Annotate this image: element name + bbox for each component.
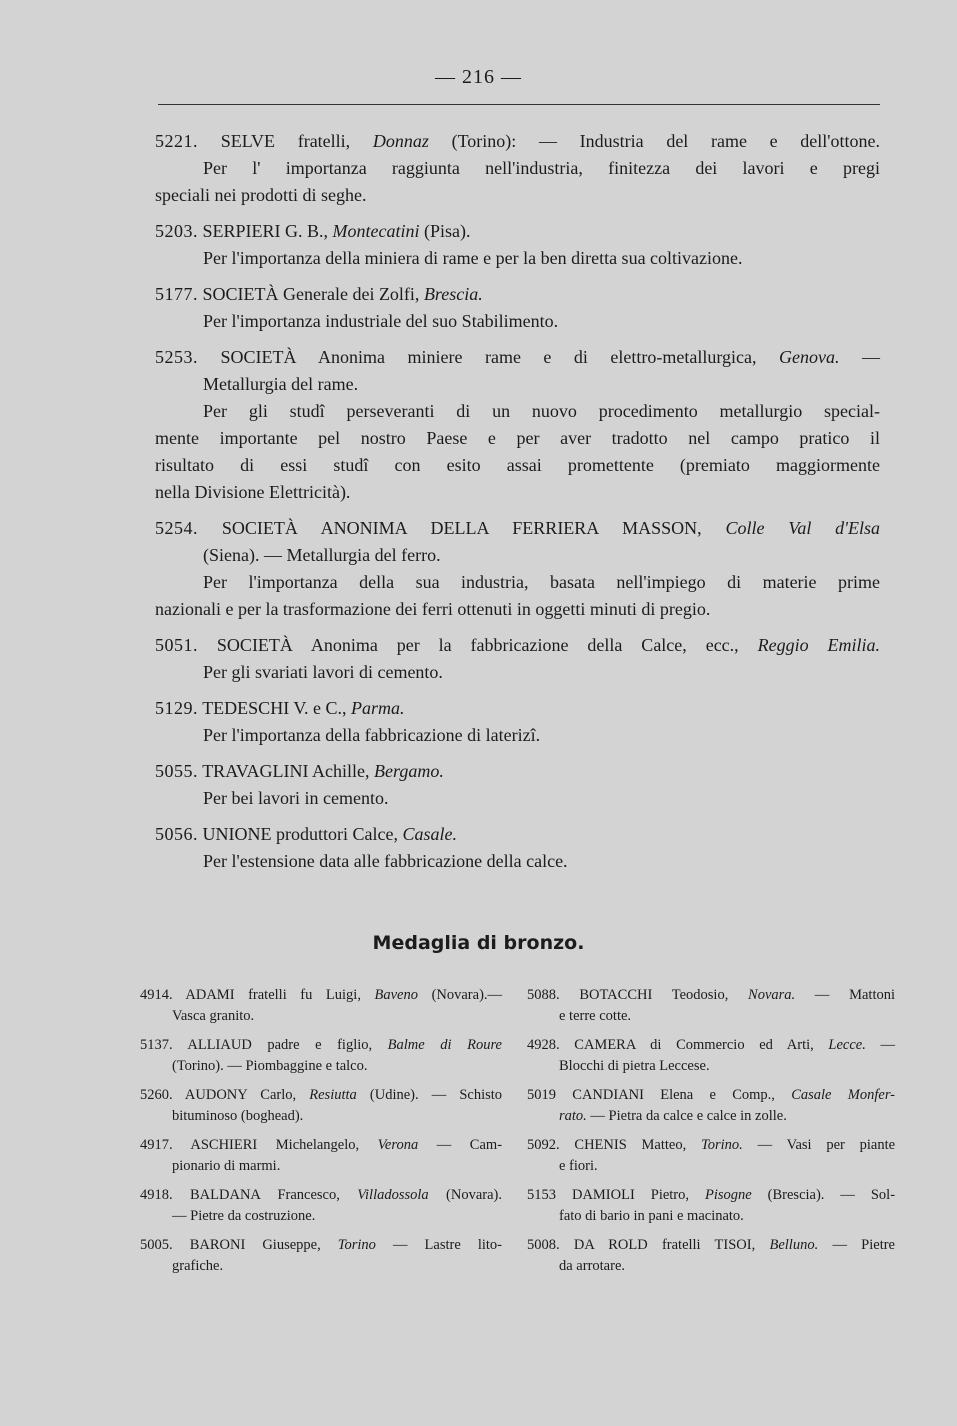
- entry-number: 5051.: [155, 635, 198, 655]
- bronze-entry-number: 5137.: [140, 1037, 173, 1053]
- bronze-entry-number: 4918.: [140, 1187, 173, 1203]
- bronze-entry-name: AUDONY Carlo,: [184, 1087, 297, 1103]
- page-number: — 216 —: [435, 66, 522, 88]
- bronze-entry-tail: (Novara).: [446, 1187, 503, 1203]
- entry-name: SELVE fratelli,: [220, 131, 351, 151]
- bronze-entry-desc: (Torino). — Piombaggine e talco.: [172, 1058, 368, 1074]
- entry-5051: [155, 632, 880, 686]
- bronze-entry-number: 5019: [527, 1087, 556, 1103]
- bronze-entry-number: 5008.: [527, 1237, 560, 1253]
- bronze-entry-desc: Vasca granito.: [172, 1008, 255, 1024]
- entry-name: SERPIERI G. B.,: [202, 221, 329, 241]
- bronze-entry-desc: da arrotare.: [559, 1258, 626, 1274]
- entry-text-line: speciali nei prodotti di seghe.: [155, 185, 367, 205]
- entry-5056: [155, 821, 880, 875]
- entry-number: 5203.: [155, 221, 198, 241]
- entry-5254: [155, 515, 880, 623]
- bronze-entry-heading: [140, 985, 502, 1006]
- bronze-entry-number: 5092.: [527, 1137, 560, 1153]
- bronze-entry-place-cont: rato.: [559, 1108, 587, 1124]
- entry-text-line: Per l'importanza della sua industria, basata nell'impiego di materie prime: [203, 572, 880, 592]
- bronze-entry-number: 5088.: [527, 987, 560, 1003]
- entry-5253: [155, 344, 880, 506]
- bronze-entry-heading: [527, 1085, 895, 1106]
- bronze-entry-desc: e fiori.: [559, 1158, 598, 1174]
- bronze-entry-tail: — Mattoni: [814, 987, 896, 1003]
- bronze-entry-number: 4917.: [140, 1137, 173, 1153]
- entry-heading: [155, 281, 880, 308]
- entry-text-line: Per gli studî perseveranti di un nuovo procedimento metallurgio special-: [203, 401, 880, 421]
- entry-text-line: Per gli svariati lavori di cemento.: [203, 662, 443, 682]
- bronze-entry-tail: — Lastre lito-: [393, 1237, 503, 1253]
- main-entries: [155, 128, 880, 884]
- bronze-entry-tail: — Cam-: [436, 1137, 503, 1153]
- bronze-entry-number: 4914.: [140, 987, 173, 1003]
- bronze-entry-heading: [140, 1135, 502, 1156]
- entry-text-line: Per l'importanza della miniera di rame e per la ben diretta sua coltivazione.: [203, 248, 743, 268]
- bronze-entry-name: CAMERA di Commercio ed Arti,: [574, 1037, 814, 1053]
- entry-heading: [155, 344, 880, 371]
- entry-place: Donnaz: [372, 131, 429, 151]
- bronze-entry-tail: (Udine). — Schisto: [369, 1087, 503, 1103]
- entry-place: Bergamo.: [374, 761, 444, 781]
- bronze-entry: [140, 1035, 502, 1077]
- entry-place: Colle Val d'Elsa: [725, 518, 880, 538]
- entry-5221: [155, 128, 880, 209]
- entry-heading-tail: (Pisa).: [424, 221, 471, 241]
- bronze-entry: [140, 985, 502, 1027]
- bronze-entry-place: Casale Monfer-: [791, 1087, 895, 1103]
- entry-name: SOCIETÀ Anonima miniere rame e di elettro-metallurgica,: [220, 347, 757, 367]
- entry-5055: [155, 758, 880, 812]
- bronze-entry-name: DA ROLD fratelli TISOI,: [573, 1237, 756, 1253]
- bronze-entry-place: Pisogne: [704, 1187, 752, 1203]
- bronze-entry-place: Villadossola: [357, 1187, 429, 1203]
- bronze-entry: [140, 1185, 502, 1227]
- bronze-entry-name: ALLIAUD padre e figlio,: [187, 1037, 373, 1053]
- entry-text-line: Per l' importanza raggiunta nell'industria, finitezza dei lavori e pregi: [203, 158, 880, 178]
- entry-5203: [155, 218, 880, 272]
- entry-name: UNIONE produttori Calce,: [202, 824, 398, 844]
- bronze-entry-name: BARONI Giuseppe,: [189, 1237, 321, 1253]
- bronze-entry: [527, 1185, 895, 1227]
- bronze-entry-name: CANDIANI Elena e Comp.,: [572, 1087, 775, 1103]
- bronze-entry-heading: [140, 1085, 502, 1106]
- entry-place: Casale.: [402, 824, 457, 844]
- bronze-entry-name: ADAMI fratelli fu Luigi,: [185, 987, 361, 1003]
- bronze-entry-place: Novara.: [748, 987, 796, 1003]
- bronze-entry-name: DAMIOLI Pietro,: [571, 1187, 690, 1203]
- bronze-entry-heading: [140, 1235, 502, 1256]
- entry-text-line: Per bei lavori in cemento.: [203, 788, 389, 808]
- bronze-entry-place: Resiutta: [309, 1087, 357, 1103]
- bronze-entry-heading: [140, 1035, 502, 1056]
- entry-number: 5056.: [155, 824, 198, 844]
- entry-heading-tail: —: [862, 347, 880, 367]
- bronze-entry-number: 4928.: [527, 1037, 560, 1053]
- entry-name: SOCIETÀ Generale dei Zolfi,: [202, 284, 420, 304]
- bronze-entry: [527, 985, 895, 1027]
- bronze-entry-tail: (Novara).—: [431, 987, 503, 1003]
- bronze-entry-tail: — Pietre: [832, 1237, 895, 1253]
- bronze-entry-heading: [527, 1235, 895, 1256]
- bronze-entry-place: Belluno.: [769, 1237, 819, 1253]
- bronze-entry-name: BOTACCHI Teodosio,: [579, 987, 729, 1003]
- entry-heading: [155, 695, 880, 722]
- entry-5129: [155, 695, 880, 749]
- bronze-entry: [140, 1235, 502, 1277]
- bronze-entry-number: 5260.: [140, 1087, 173, 1103]
- entry-text-line: nazionali e per la trasformazione dei ferri ottenuti in oggetti minuti di pregio.: [155, 599, 711, 619]
- entry-number: 5221.: [155, 131, 198, 151]
- bronze-entry-desc: pionario di marmi.: [172, 1158, 281, 1174]
- entry-heading: [155, 218, 880, 245]
- entry-text-line: Per l'estensione data alle fabbricazione della calce.: [203, 851, 568, 871]
- entry-name: SOCIETÀ Anonima per la fabbricazione della Calce, ecc.,: [216, 635, 739, 655]
- bronze-entry-tail: (Brescia). — Sol-: [767, 1187, 896, 1203]
- bronze-entry-place: Lecce.: [828, 1037, 866, 1053]
- entry-place: Reggio Emilia.: [757, 635, 880, 655]
- bronze-entry-desc: fato di bario in pani e macinato.: [559, 1208, 744, 1224]
- entry-heading: [155, 515, 880, 542]
- entry-name: SOCIETÀ ANONIMA DELLA FERRIERA MASSON,: [221, 518, 702, 538]
- bronze-entry-number: 5005.: [140, 1237, 173, 1253]
- entry-heading: [155, 128, 880, 155]
- bronze-entry-desc: — Pietre da costruzione.: [172, 1208, 316, 1224]
- bronze-entry: [527, 1235, 895, 1277]
- bronze-entry-place: Balme di Roure: [387, 1037, 502, 1053]
- entry-number: 5254.: [155, 518, 198, 538]
- entry-heading: [155, 632, 880, 659]
- bronze-entry-desc: [527, 1106, 895, 1127]
- entry-text-line: Per l'importanza industriale del suo Stabilimento.: [203, 311, 559, 331]
- bronze-entry-desc: Blocchi di pietra Leccese.: [559, 1058, 710, 1074]
- entry-5177: [155, 281, 880, 335]
- entry-name: TRAVAGLINI Achille,: [202, 761, 370, 781]
- entry-heading: [155, 821, 880, 848]
- bronze-column-left: [140, 985, 502, 1285]
- bronze-entry-heading: [527, 1135, 895, 1156]
- bronze-entry-heading: [527, 985, 895, 1006]
- bronze-entry: [140, 1135, 502, 1177]
- bronze-entry-desc: grafiche.: [172, 1258, 224, 1274]
- entry-place: Parma.: [351, 698, 405, 718]
- header-rule: [158, 104, 880, 105]
- entry-number: 5177.: [155, 284, 198, 304]
- bronze-entry-place: Torino.: [701, 1137, 743, 1153]
- bronze-entry-tail: — Vasi per piante: [757, 1137, 896, 1153]
- entry-number: 5129.: [155, 698, 198, 718]
- bronze-entry-desc: e terre cotte.: [559, 1008, 632, 1024]
- entry-heading: [155, 758, 880, 785]
- entry-text-line: risultato di essi studî con esito assai promettente (premiato maggiormente: [155, 455, 880, 475]
- entry-place: Brescia.: [423, 284, 483, 304]
- entry-name: TEDESCHI V. e C.,: [202, 698, 347, 718]
- bronze-entry-heading: [140, 1185, 502, 1206]
- bronze-entry-tail: —: [880, 1037, 895, 1053]
- bronze-entry-place: Verona: [377, 1137, 419, 1153]
- entry-text-line: mente importante pel nostro Paese e per aver tradotto nel campo pratico il: [155, 428, 880, 448]
- bronze-entry-desc: bituminoso (boghead).: [172, 1108, 304, 1124]
- entry-continuation: (Siena). — Metallurgia del ferro.: [203, 545, 441, 565]
- entry-place: Montecatini: [332, 221, 420, 241]
- entry-number: 5055.: [155, 761, 198, 781]
- bronze-column-right: [527, 985, 895, 1285]
- entry-continuation: Metallurgia del rame.: [203, 374, 359, 394]
- bronze-entry-name: CHENIS Matteo,: [574, 1137, 687, 1153]
- bronze-entry-place: Torino: [337, 1237, 376, 1253]
- bronze-entry-heading: [527, 1035, 895, 1056]
- section-title: Medaglia di bronzo.: [372, 932, 585, 954]
- bronze-entry-number: 5153: [527, 1187, 556, 1203]
- bronze-entry: [527, 1135, 895, 1177]
- bronze-entry: [527, 1085, 895, 1127]
- entry-text-line: Per l'importanza della fabbricazione di laterizî.: [203, 725, 541, 745]
- entry-heading-tail: (Torino): — Industria del rame e dell'ottone.: [451, 131, 881, 151]
- entry-place: Genova.: [779, 347, 840, 367]
- bronze-entry-name: ASCHIERI Michelangelo,: [190, 1137, 360, 1153]
- bronze-entry: [527, 1035, 895, 1077]
- entry-text-line: nella Divisione Elettricità).: [155, 482, 351, 502]
- bronze-entry-heading: [527, 1185, 895, 1206]
- bronze-entry: [140, 1085, 502, 1127]
- bronze-entry-place: Baveno: [374, 987, 418, 1003]
- bronze-entry-desc-text: — Pietra da calce e calce in zolle.: [590, 1108, 787, 1124]
- bronze-entry-name: BALDANA Francesco,: [190, 1187, 340, 1203]
- entry-number: 5253.: [155, 347, 198, 367]
